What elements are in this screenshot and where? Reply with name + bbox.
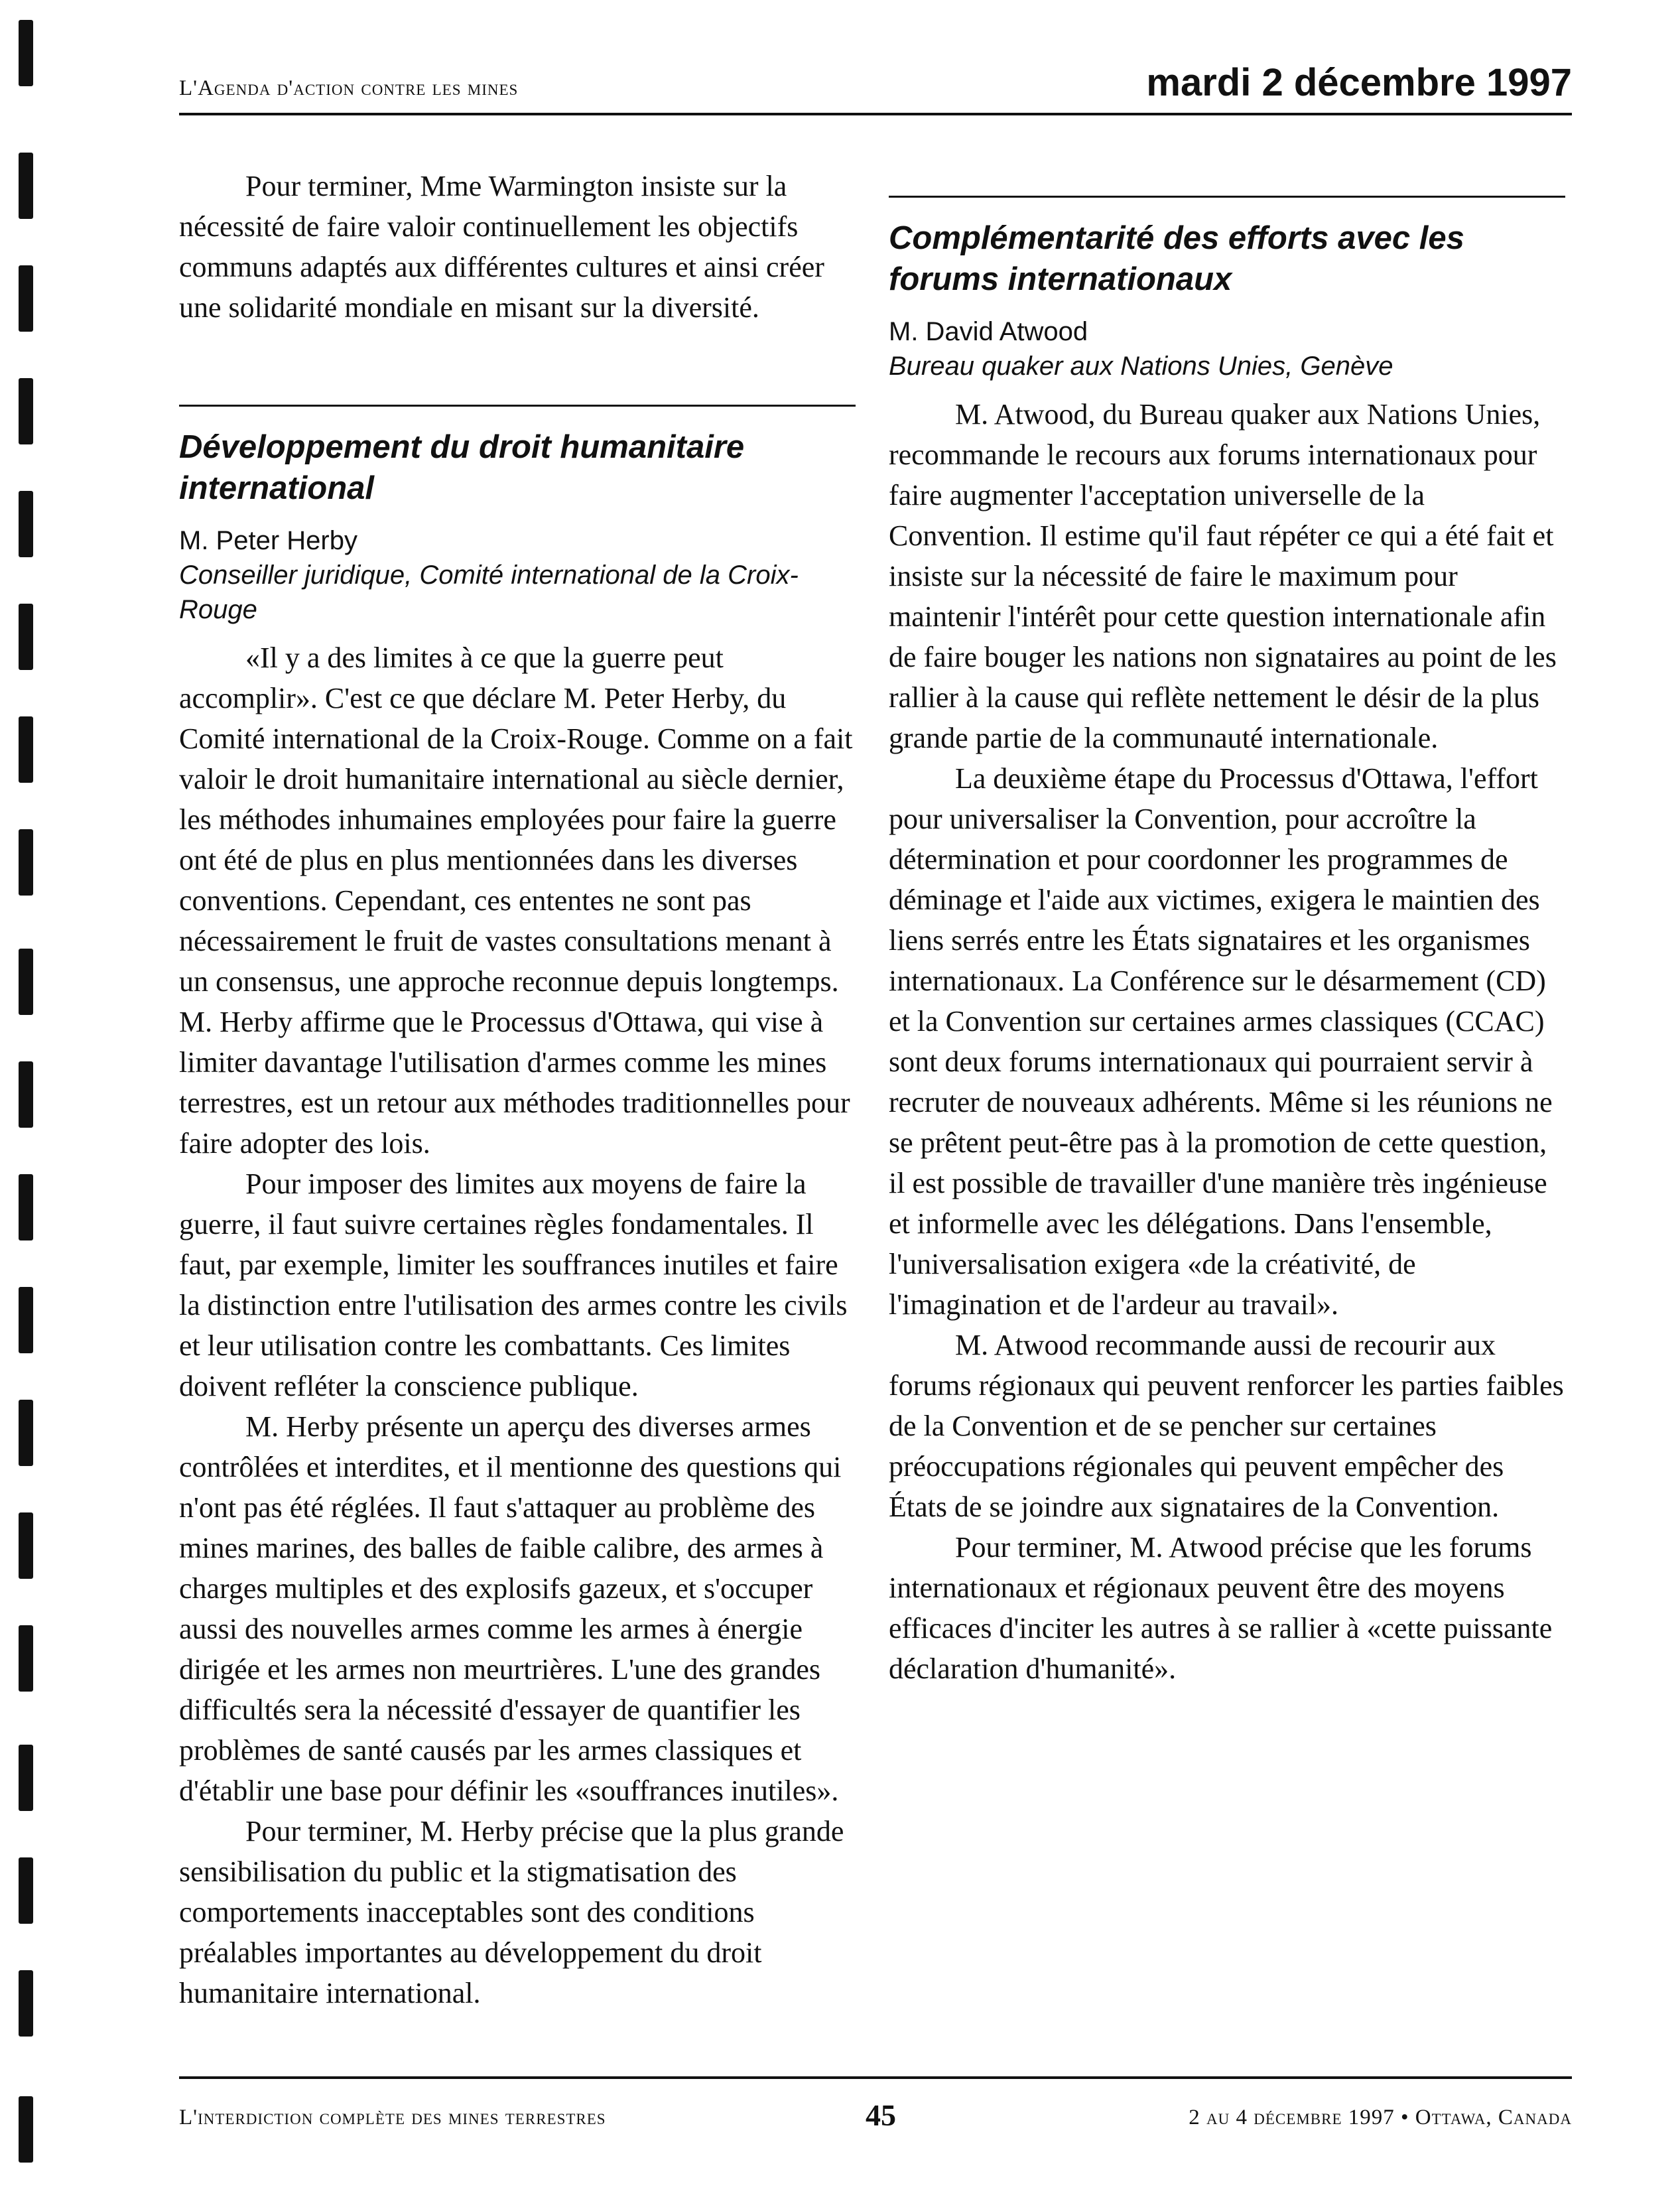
- binding-hole: [19, 716, 33, 783]
- paragraph: M. Atwood recommande aussi de recourir aux forums régionaux qui peuvent renforcer les parties faibles de la Convention et de se pencher sur certaines préoccupations régionales qui peuvent empêcher des États de se joindre aux signataires de la Convention.: [889, 1329, 1564, 1523]
- paragraph: M. Herby présente un aperçu des diverses armes contrôlées et interdites, et il mentionne des questions qui n'ont pas été réglées. Il faut s'attaquer au problème des mines marines, des balles de faible calibre, des armes à charges multiples et des explosifs gazeux, et s'occuper aussi des nouvelles armes comme les armes à énergie dirigée et les armes non meurtrières. L'une des grandes difficultés sera la nécessité d'essayer de quantifier les problèmes de santé causés par les armes classiques et d'établir une base pour définir les «souffrances inutiles».: [179, 1410, 842, 1807]
- binding-hole: [19, 491, 33, 557]
- footer-event-info: 2 au 4 décembre 1997 • Ottawa, Canada: [1189, 2106, 1572, 2129]
- paragraph: Pour terminer, M. Atwood précise que les forums internationaux et régionaux peuvent être des moyens efficaces d'inciter les autres à se rallier à «cette puissante déclaration d'humanité».: [889, 1531, 1553, 1685]
- binding-hole: [19, 2096, 33, 2163]
- page-footer: [179, 2076, 1572, 2139]
- footer-publication-title: L'interdiction complète des mines terrestres: [179, 2106, 606, 2129]
- binding-hole: [19, 1400, 33, 1466]
- intro-paragraph: Pour terminer, Mme Warmington insiste sur la nécessité de faire valoir continuellement les objectifs communs adaptés aux différentes cultures et ainsi créer une solidarité mondiale en misant sur la diversité.: [179, 170, 824, 324]
- binding-hole: [19, 1970, 33, 2037]
- speaker-name: M. David Atwood: [889, 317, 1088, 346]
- section-divider: [889, 196, 1565, 198]
- binding-hole: [19, 378, 33, 444]
- speaker-affiliation: Bureau quaker aux Nations Unies, Genève: [889, 352, 1393, 381]
- binding-hole: [19, 1625, 33, 1692]
- page-number: 45: [866, 2098, 896, 2132]
- binding-hole: [19, 1857, 33, 1924]
- paragraph: La deuxième étape du Processus d'Ottawa, l'effort pour universaliser la Convention, pour accroître la détermination et pour coordonner les programmes de déminage et l'aide aux victimes, exigera le maintien des liens serrés entre les États signataires et les organismes internationaux. La Conférence sur le désarmement (CD) et la Convention sur certaines armes classiques (CCAC) sont deux forums internationaux qui pourraient servir à recruter de nouveaux adhérents. Même si les réunions ne se prêtent peut-être pas à la promotion de cette question, il est possible de travailler d'une manière très ingénieuse et informelle avec les délégations. Dans l'ensemble, l'universalisation exigera «de la créativité, de l'imagination et de l'ardeur au travail».: [889, 762, 1553, 1321]
- running-title: L'Agenda d'action contre les mines: [179, 76, 519, 100]
- binding-hole: [19, 1061, 33, 1128]
- left-column: [179, 166, 856, 2013]
- binding-hole: [19, 153, 33, 219]
- binding-holes: [19, 0, 45, 2211]
- binding-hole: [19, 1745, 33, 1811]
- paragraph: Pour terminer, M. Herby précise que la plus grande sensibilisation du public et la stigmatisation des comportements inacceptables sont des conditions préalables importantes au développement du droit humanitaire international.: [179, 1815, 844, 2009]
- right-column: [889, 196, 1565, 1689]
- binding-hole: [19, 265, 33, 332]
- paragraph: «Il y a des limites à ce que la guerre peut accomplir». C'est ce que déclare M. Peter Herby, du Comité international de la Croix-Rouge. Comme on a fait valoir le droit humanitaire international au siècle dernier, les méthodes inhumaines employées pour faire la guerre ont été de plus en plus mentionnées dans les diverses conventions. Cependant, ces ententes ne sont pas nécessairement le fruit de vastes consultations menant à un consensus, une approche reconnue depuis longtemps. M. Herby affirme que le Processus d'Ottawa, qui vise à limiter davantage l'utilisation d'armes comme les mines terrestres, est un retour aux méthodes traditionnelles pour faire adopter des lois.: [179, 641, 853, 1160]
- header-date: mardi 2 décembre 1997: [1146, 61, 1572, 104]
- section-divider: [179, 405, 856, 407]
- binding-hole: [19, 949, 33, 1015]
- binding-hole: [19, 1512, 33, 1579]
- paragraph: M. Atwood, du Bureau quaker aux Nations Unies, recommande le recours aux forums internationaux pour faire augmenter l'acceptation universelle de la Convention. Il estime qu'il faut répéter ce qui a été fait et insiste sur la nécessité de faire le maximum pour maintenir l'intérêt pour cette question internationale afin de faire bouger les nations non signataires au point de les rallier à la cause qui reflète nettement le désir de la plus grande partie de la communauté internationale.: [889, 398, 1557, 754]
- binding-hole: [19, 604, 33, 670]
- section-heading: Complémentarité des efforts avec les forums internationaux: [889, 220, 1464, 297]
- binding-hole: [19, 1287, 33, 1353]
- binding-hole: [19, 20, 33, 86]
- speaker-name: M. Peter Herby: [179, 526, 357, 555]
- page-header: [179, 56, 1572, 115]
- speaker-affiliation: Conseiller juridique, Comité international de la Croix-Rouge: [179, 561, 799, 624]
- paragraph: Pour imposer des limites aux moyens de faire la guerre, il faut suivre certaines règles fondamentales. Il faut, par exemple, limiter les souffrances inutiles et faire la distinction entre l'utilisation des armes contre les civils et leur utilisation contre les combattants. Ces limites doivent refléter la conscience publique.: [179, 1168, 848, 1402]
- binding-hole: [19, 1174, 33, 1240]
- binding-hole: [19, 829, 33, 896]
- section-heading: Développement du droit humanitaire international: [179, 429, 745, 506]
